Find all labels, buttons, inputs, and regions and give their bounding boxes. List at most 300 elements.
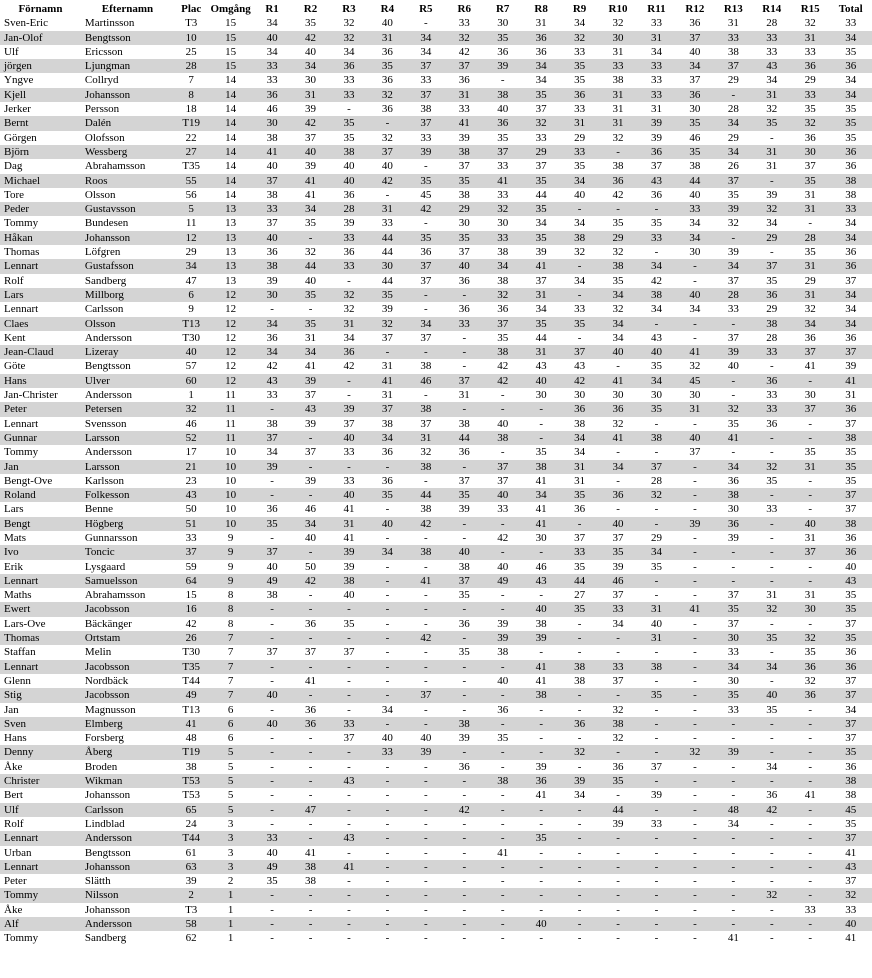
table-cell: 36: [574, 503, 586, 516]
table-cell: 33: [829, 202, 872, 216]
last-name-cell: Millborg: [81, 288, 174, 302]
table-cell: 37: [714, 174, 752, 188]
table-cell: 12: [225, 331, 237, 344]
table-cell: 36: [791, 688, 829, 702]
table-cell: 33: [458, 17, 470, 30]
table-cell: 14: [208, 116, 253, 130]
table-cell: -: [330, 602, 368, 616]
table-cell: 33: [497, 503, 509, 516]
table-cell: 39: [714, 202, 752, 216]
table-cell: -: [791, 431, 829, 445]
table-cell: 37: [484, 317, 522, 331]
table-cell: -: [808, 817, 813, 830]
table-cell: 11: [225, 417, 236, 430]
table-cell: -: [424, 646, 428, 659]
table-cell: 9: [188, 303, 194, 316]
table-cell: -: [270, 531, 274, 544]
table-cell: -: [808, 875, 813, 888]
table-cell: 41: [253, 145, 291, 159]
table-cell: 34: [599, 460, 637, 474]
first-name-cell: Bengt-Ove: [4, 474, 53, 487]
table-cell: -: [769, 446, 774, 459]
table-cell: 37: [727, 331, 739, 344]
table-cell: 37: [753, 259, 791, 273]
table-cell: 40: [381, 17, 393, 30]
table-cell: 36: [676, 88, 714, 102]
first-name-cell: Lennart: [0, 259, 81, 273]
table-cell: 37: [458, 246, 470, 259]
table-cell: 37: [829, 717, 872, 731]
table-cell: 25: [185, 45, 197, 58]
last-name-cell: Högberg: [81, 517, 174, 531]
table-cell: 7: [227, 674, 234, 687]
table-cell: -: [676, 317, 714, 331]
table-row: [0, 745, 872, 759]
table-cell: T53: [182, 789, 201, 802]
table-cell: 50: [305, 560, 317, 573]
first-name-cell: Björn: [0, 145, 81, 159]
table-cell: 1: [227, 903, 234, 916]
table-cell: 38: [497, 646, 509, 659]
table-cell: -: [731, 875, 736, 888]
table-cell: 34: [650, 45, 662, 58]
table-cell: T30: [182, 646, 201, 659]
table-cell: 31: [291, 88, 329, 102]
table-cell: 46: [407, 374, 445, 388]
table-cell: -: [484, 745, 522, 759]
table-cell: 5: [208, 803, 253, 817]
table-cell: -: [676, 460, 714, 474]
table-cell: 40: [420, 732, 432, 745]
table-cell: -: [637, 574, 675, 588]
table-cell: 31: [330, 317, 368, 331]
table-cell: 11: [225, 389, 236, 402]
table-cell: -: [462, 789, 467, 802]
table-cell: -: [385, 503, 390, 516]
table-cell: 38: [381, 417, 393, 430]
table-row: [0, 231, 872, 245]
table-cell: -: [385, 846, 390, 859]
table-row: [0, 531, 872, 545]
table-cell: -: [368, 803, 406, 817]
table-cell: 39: [484, 631, 522, 645]
table-cell: 39: [407, 745, 445, 759]
table-cell: -: [270, 303, 274, 316]
table-cell: 37: [535, 103, 547, 116]
table-cell: 30: [727, 503, 739, 516]
table-cell: 38: [535, 617, 547, 630]
table-cell: -: [308, 789, 313, 802]
table-cell: 33: [766, 389, 778, 402]
table-cell: 34: [266, 45, 278, 58]
table-row: [0, 645, 872, 659]
table-cell: -: [424, 817, 428, 830]
table-cell: 37: [845, 503, 857, 516]
table-cell: -: [484, 602, 522, 616]
table-cell: 31: [368, 31, 406, 45]
column-header: R9: [572, 3, 587, 15]
table-cell: 39: [612, 817, 624, 830]
table-cell: 40: [599, 345, 637, 359]
table-cell: 43: [753, 59, 791, 73]
table-cell: 12: [208, 374, 253, 388]
table-cell: -: [462, 903, 467, 916]
table-cell: 41: [829, 374, 872, 388]
table-cell: 42: [484, 374, 522, 388]
table-cell: -: [407, 888, 445, 902]
table-cell: 34: [420, 45, 432, 58]
table-cell: -: [484, 803, 522, 817]
table-cell: -: [693, 617, 697, 630]
table-cell: -: [462, 846, 467, 859]
table-cell: 41: [343, 531, 355, 544]
first-name-cell: Rolf: [4, 817, 24, 830]
table-cell: 32: [522, 116, 560, 130]
table-cell: 42: [407, 202, 445, 216]
table-cell: 35: [291, 317, 329, 331]
table-row: [0, 88, 872, 102]
table-row: [0, 731, 872, 745]
table-cell: -: [693, 674, 697, 687]
table-cell: -: [522, 860, 560, 874]
table-cell: 43: [829, 860, 872, 874]
table-cell: -: [539, 817, 543, 830]
last-name-cell: Melin: [84, 646, 112, 659]
table-row: [0, 259, 872, 273]
table-cell: 37: [676, 31, 714, 45]
table-cell: 33: [497, 188, 509, 201]
table-cell: -: [599, 860, 637, 874]
table-cell: 33: [791, 88, 829, 102]
table-cell: 37: [791, 545, 829, 559]
table-cell: -: [253, 402, 291, 416]
last-name-cell: Ortstam: [81, 631, 174, 645]
table-row: [0, 545, 872, 559]
last-name-cell: Petersen: [81, 402, 174, 416]
table-cell: -: [484, 402, 522, 416]
table-cell: -: [330, 374, 368, 388]
table-cell: 33: [804, 45, 816, 58]
table-cell: 37: [574, 531, 586, 544]
table-cell: -: [385, 932, 390, 945]
table-cell: 33: [599, 59, 637, 73]
table-cell: -: [753, 488, 791, 502]
table-cell: 21: [174, 460, 208, 474]
table-row: [0, 602, 872, 616]
table-cell: 35: [650, 560, 662, 573]
table-cell: 52: [174, 431, 208, 445]
table-row: [0, 359, 872, 373]
last-name-cell: Sandberg: [84, 274, 127, 287]
table-cell: -: [253, 488, 291, 502]
table-cell: 37: [266, 217, 278, 230]
table-cell: 35: [650, 217, 662, 230]
last-name-cell: Jacobsson: [81, 660, 174, 674]
table-cell: -: [253, 745, 291, 759]
table-cell: 30: [368, 259, 406, 273]
table-cell: 35: [560, 59, 598, 73]
last-name-cell: Johansson: [84, 903, 131, 916]
first-name-cell: Roland: [0, 488, 81, 502]
table-cell: 49: [253, 860, 291, 874]
table-cell: 38: [829, 431, 872, 445]
table-cell: 34: [407, 31, 445, 45]
table-cell: 36: [753, 288, 791, 302]
table-cell: -: [445, 517, 483, 531]
table-cell: 36: [689, 17, 701, 30]
table-cell: 43: [637, 174, 675, 188]
table-cell: 15: [225, 17, 237, 30]
table-cell: 40: [522, 917, 560, 931]
table-cell: 37: [727, 589, 739, 602]
table-cell: 35: [676, 116, 714, 130]
table-cell: 40: [845, 560, 857, 573]
table-cell: -: [577, 903, 582, 916]
table-cell: -: [291, 631, 329, 645]
table-cell: 37: [560, 345, 598, 359]
table-cell: 38: [407, 460, 445, 474]
table-cell: 35: [343, 617, 355, 630]
table-cell: 37: [484, 145, 522, 159]
table-cell: 43: [650, 331, 662, 344]
table-cell: 38: [829, 517, 872, 531]
table-cell: 36: [829, 545, 872, 559]
table-cell: 34: [714, 259, 752, 273]
table-cell: 36: [829, 59, 872, 73]
table-cell: 38: [829, 174, 872, 188]
table-cell: -: [270, 617, 274, 630]
table-cell: -: [424, 560, 428, 573]
table-cell: -: [637, 717, 675, 731]
first-name-cell: Thomas: [0, 631, 81, 645]
table-cell: 9: [208, 545, 253, 559]
table-cell: 38: [753, 317, 791, 331]
table-cell: 30: [727, 674, 739, 687]
table-cell: 34: [343, 45, 355, 58]
table-cell: -: [462, 331, 467, 344]
table-cell: -: [424, 531, 428, 544]
table-cell: 36: [381, 446, 393, 459]
table-cell: 34: [599, 288, 637, 302]
table-cell: 30: [714, 631, 752, 645]
table-cell: -: [654, 503, 659, 516]
table-cell: 31: [804, 531, 816, 544]
first-name-cell: Sven-Eric: [4, 17, 48, 30]
table-cell: 58: [174, 917, 208, 931]
table-cell: -: [308, 589, 313, 602]
table-cell: -: [424, 474, 428, 487]
first-name-cell: Staffan: [4, 646, 36, 659]
table-cell: -: [347, 789, 351, 802]
table-cell: -: [616, 360, 620, 373]
table-cell: 36: [753, 374, 791, 388]
table-cell: 32: [829, 888, 872, 902]
table-cell: 36: [305, 617, 317, 630]
table-cell: -: [753, 831, 791, 845]
table-cell: -: [424, 875, 428, 888]
table-cell: 35: [305, 17, 317, 30]
table-cell: 35: [445, 488, 483, 502]
table-cell: 36: [599, 174, 637, 188]
table-cell: 35: [522, 831, 560, 845]
table-cell: -: [693, 531, 697, 544]
table-cell: 34: [766, 217, 778, 230]
table-cell: 42: [368, 174, 406, 188]
table-cell: -: [462, 674, 467, 687]
table-row: [0, 817, 872, 831]
table-cell: 31: [766, 589, 778, 602]
table-row: [0, 174, 872, 188]
table-cell: 40: [445, 259, 483, 273]
table-cell: -: [368, 345, 406, 359]
table-cell: 42: [266, 360, 278, 373]
table-cell: 36: [766, 417, 778, 430]
table-cell: 38: [829, 774, 872, 788]
table-cell: 31: [804, 589, 816, 602]
table-cell: 40: [497, 417, 509, 430]
table-cell: 9: [208, 574, 253, 588]
table-cell: 39: [484, 59, 522, 73]
table-cell: 39: [535, 246, 547, 259]
table-cell: -: [539, 732, 543, 745]
table-row: [0, 331, 872, 345]
table-cell: 38: [266, 188, 278, 201]
table-cell: -: [522, 745, 560, 759]
table-cell: 36: [381, 45, 393, 58]
table-cell: 34: [637, 374, 675, 388]
table-cell: 41: [330, 860, 368, 874]
first-name-cell: Urban: [4, 846, 32, 859]
table-cell: 41: [484, 174, 522, 188]
table-cell: 34: [650, 303, 662, 316]
table-cell: 62: [185, 932, 197, 945]
table-cell: 32: [612, 732, 624, 745]
table-cell: 40: [330, 174, 368, 188]
table-cell: 35: [599, 774, 637, 788]
table-cell: 33: [343, 74, 355, 87]
table-cell: 35: [845, 131, 857, 144]
table-cell: 37: [407, 688, 445, 702]
table-cell: 40: [368, 517, 406, 531]
table-cell: 35: [612, 217, 624, 230]
table-cell: -: [368, 888, 406, 902]
table-cell: -: [753, 517, 791, 531]
table-cell: 33: [484, 231, 522, 245]
table-cell: 39: [497, 617, 509, 630]
table-row: [0, 288, 872, 302]
table-cell: -: [500, 389, 505, 402]
table-cell: 5: [227, 760, 234, 773]
table-cell: 31: [599, 116, 637, 130]
table-cell: 30: [497, 217, 509, 230]
table-cell: -: [769, 617, 774, 630]
table-cell: -: [522, 888, 560, 902]
table-cell: -: [385, 188, 390, 201]
table-cell: 36: [266, 246, 278, 259]
table-cell: 32: [174, 402, 208, 416]
table-cell: -: [484, 717, 522, 731]
table-cell: 37: [266, 646, 278, 659]
table-cell: 39: [253, 460, 291, 474]
last-name-cell: Folkesson: [81, 488, 174, 502]
table-cell: 39: [637, 116, 675, 130]
table-cell: 36: [381, 103, 393, 116]
table-cell: 39: [727, 531, 739, 544]
table-cell: 40: [676, 431, 714, 445]
table-cell: 43: [330, 774, 368, 788]
table-cell: 35: [407, 231, 445, 245]
first-name-cell: Dag: [4, 160, 23, 173]
table-cell: 33: [381, 217, 393, 230]
table-cell: 27: [174, 145, 208, 159]
table-cell: 38: [458, 188, 470, 201]
table-cell: 32: [445, 31, 483, 45]
table-cell: -: [368, 631, 406, 645]
table-cell: 32: [753, 460, 791, 474]
table-cell: -: [462, 360, 467, 373]
table-cell: -: [577, 846, 582, 859]
column-header: R13: [723, 3, 743, 15]
table-cell: 37: [368, 145, 406, 159]
table-cell: -: [769, 246, 774, 259]
table-row: [0, 860, 872, 874]
table-cell: -: [253, 774, 291, 788]
table-cell: -: [368, 831, 406, 845]
table-cell: -: [714, 888, 752, 902]
table-cell: -: [769, 646, 774, 659]
table-cell: 15: [208, 59, 253, 73]
table-cell: 38: [560, 231, 598, 245]
table-row: [0, 488, 872, 502]
table-cell: T19: [174, 116, 208, 130]
table-cell: -: [424, 160, 428, 173]
table-cell: 40: [753, 688, 791, 702]
table-cell: -: [522, 431, 560, 445]
table-cell: 28: [766, 331, 778, 344]
table-cell: 48: [185, 732, 197, 745]
table-cell: 30: [458, 217, 470, 230]
last-name-cell: Lindblad: [84, 817, 125, 830]
table-cell: 32: [343, 17, 355, 30]
table-cell: 36: [599, 488, 637, 502]
last-name-cell: Bengtsson: [84, 846, 131, 859]
table-cell: 28: [791, 231, 829, 245]
table-cell: -: [731, 446, 736, 459]
table-cell: 35: [330, 116, 368, 130]
table-cell: 38: [599, 259, 637, 273]
table-cell: 37: [253, 431, 291, 445]
table-cell: 37: [829, 688, 872, 702]
table-cell: -: [693, 331, 697, 344]
last-name-cell: Carlsson: [84, 303, 124, 316]
table-cell: -: [424, 846, 428, 859]
table-cell: -: [637, 517, 675, 531]
table-cell: 36: [845, 331, 857, 344]
table-cell: 33: [637, 88, 675, 102]
table-cell: 7: [188, 74, 194, 87]
last-name-cell: Olofsson: [84, 131, 125, 144]
table-cell: 35: [845, 446, 857, 459]
last-name-cell: Bengtsson: [81, 31, 174, 45]
table-cell: -: [424, 674, 428, 687]
table-row: [0, 688, 872, 702]
table-cell: -: [714, 545, 752, 559]
last-name-cell: Larsson: [81, 460, 174, 474]
first-name-cell: Rolf: [4, 274, 24, 287]
table-cell: 36: [330, 345, 368, 359]
table-cell: 41: [407, 574, 445, 588]
table-cell: -: [714, 917, 752, 931]
